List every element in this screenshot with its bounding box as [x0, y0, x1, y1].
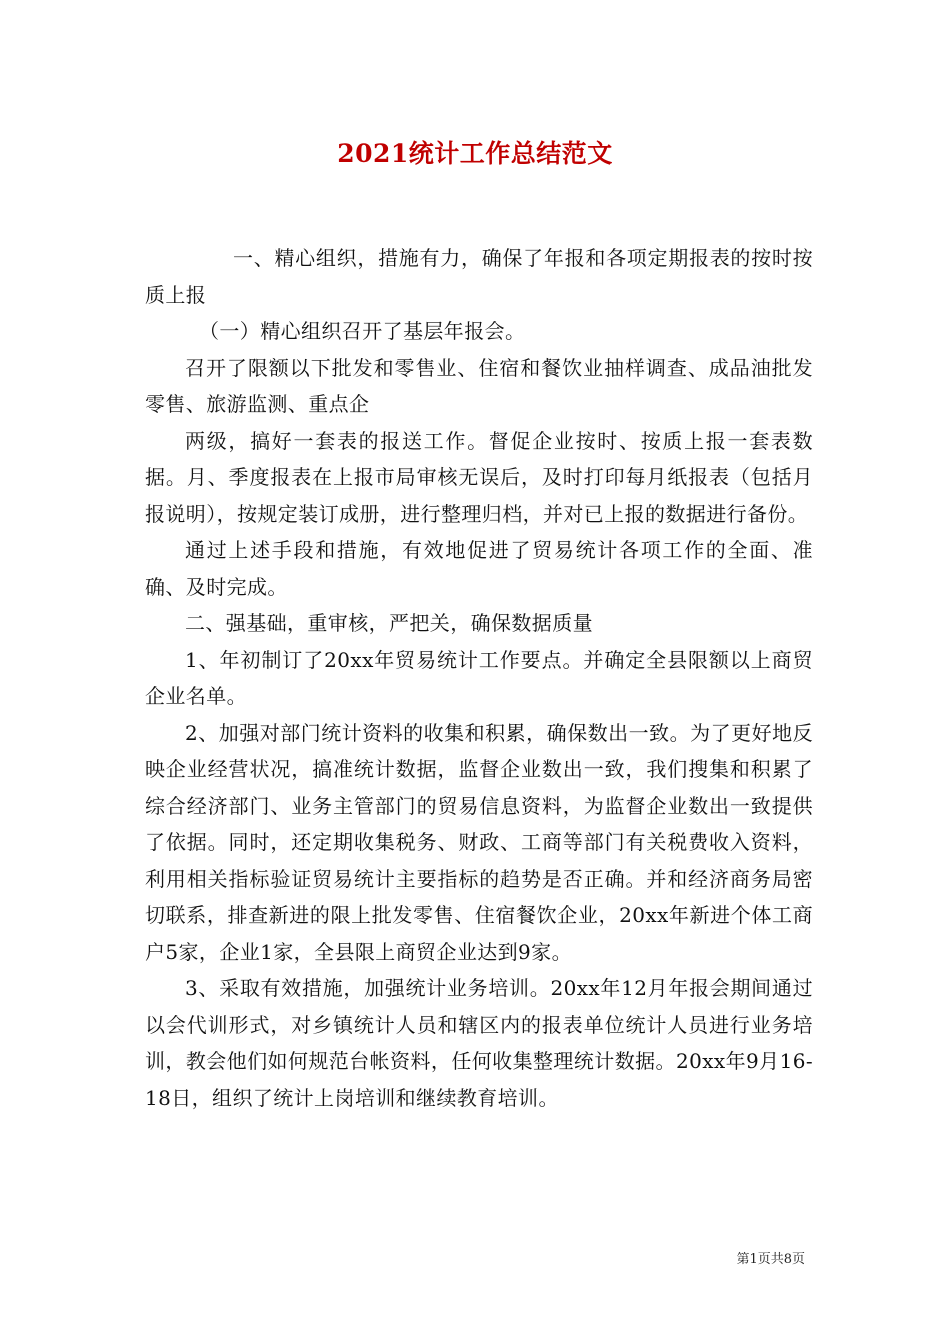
section-heading-1: 一、精心组织，措施有力，确保了年报和各项定期报表的按时按质上报 [145, 246, 813, 307]
paragraph: 1、年初制订了20xx年贸易统计工作要点。并确定全县限额以上商贸企业名单。 [145, 647, 813, 708]
subsection-heading-1: （一）精心组织召开了基层年报会。 [199, 319, 526, 343]
paragraph: 通过上述手段和措施，有效地促进了贸易统计各项工作的全面、准确、及时完成。 [145, 538, 813, 599]
section-heading-2: 二、强基础，重审核，严把关，确保数据质量 [185, 611, 593, 635]
paragraph: 两级，搞好一套表的报送工作。督促企业按时、按质上报一套表数据。月、季度报表在上报市局审核无误后，及时打印每月纸报表（包括月报说明），按规定装订成册，进行整理归档，并对已上报的数据进行备份。 [145, 428, 813, 526]
document-title: 2021统计工作总结范文 [337, 139, 613, 168]
document-body [145, 240, 813, 1116]
page-number: 第1页共8页 [736, 1252, 805, 1267]
paragraph: 3、采取有效措施，加强统计业务培训。20xx年12月年报会期间通过以会代训形式，对乡镇统计人员和辖区内的报表单位统计人员进行业务培训，教会他们如何规范台帐资料，任何收集整理统计数据。20xx年9月16-18日，组织了统计上岗培训和继续教育培训。 [145, 976, 813, 1110]
paragraph: 2、加强对部门统计资料的收集和积累，确保数出一致。为了更好地反映企业经营状况，搞准统计数据，监督企业数出一致，我们搜集和积累了综合经济部门、业务主管部门的贸易信息资料，为监督企业数出一致提供了依据。同时，还定期收集税务、财政、工商等部门有关税费收入资料，利用相关指标验证贸易统计主要指标的趋势是否正确。并和经济商务局密切联系，排查新进的限上批发零售、住宿餐饮企业，20xx年新进个体工商户5家，企业1家，全县限上商贸企业达到9家。 [145, 720, 813, 964]
paragraph: 召开了限额以下批发和零售业、住宿和餐饮业抽样调查、成品油批发零售、旅游监测、重点企 [145, 355, 813, 416]
